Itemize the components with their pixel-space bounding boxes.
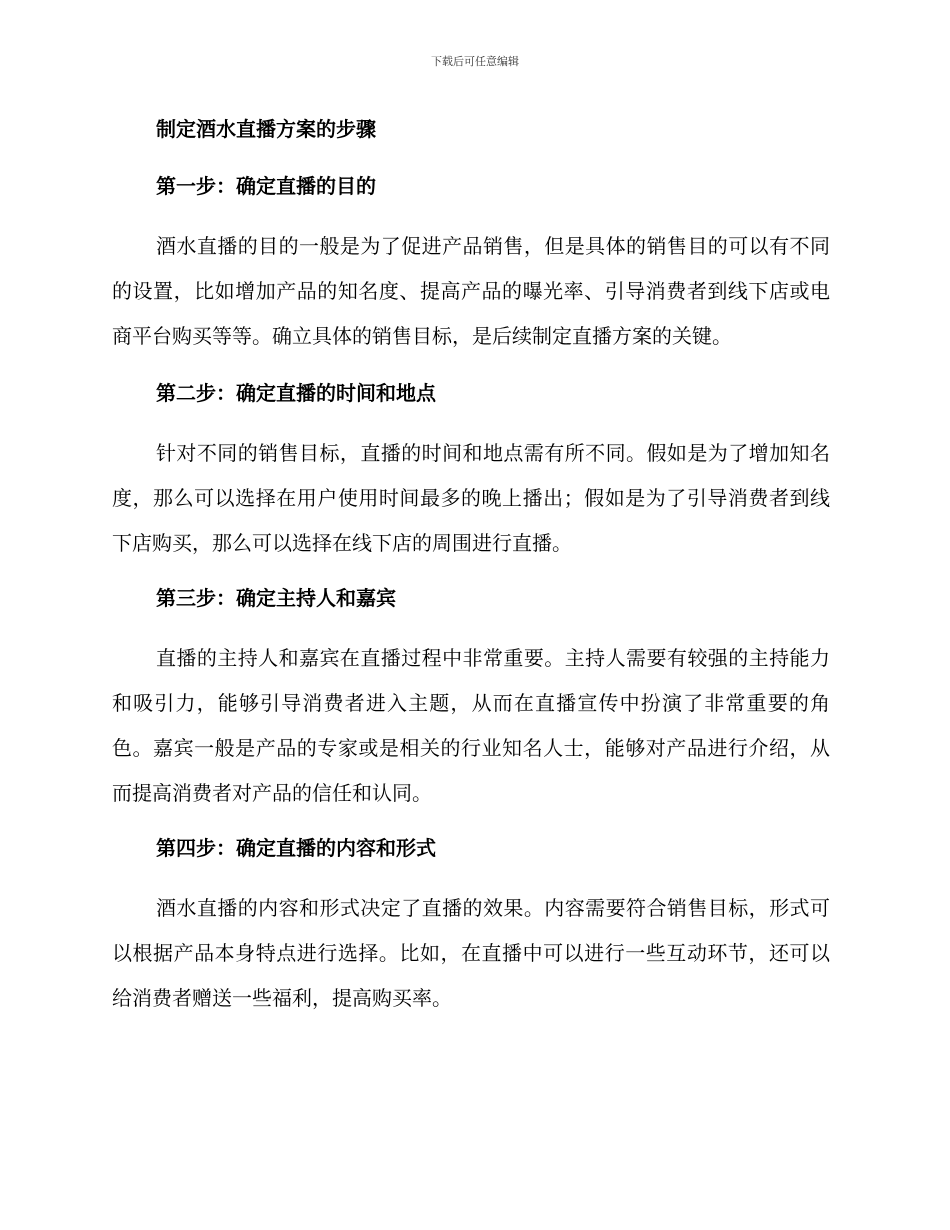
section-heading-1: 第一步：确定直播的目的 [156, 174, 376, 198]
page-header: 下载后可任意编辑 [431, 55, 519, 68]
section-heading-2: 第二步：确定直播的时间和地点 [156, 381, 436, 405]
section-heading-3: 第三步：确定主持人和嘉宾 [156, 586, 396, 610]
document-body [112, 110, 830, 1034]
section-paragraph-3: 直播的主持人和嘉宾在直播过程中非常重要。主持人需要有较强的主持能力和吸引力，能够引导消费者进入主题，从而在直播宣传中扮演了非常重要的角色。嘉宾一般是产品的专家或是相关的行业知名人士，能够对产品进行介绍，从而提高消费者对产品的信任和认同。 [112, 646, 830, 805]
document-title: 制定酒水直播方案的步骤 [156, 117, 376, 141]
section-paragraph-2: 针对不同的销售目标，直播的时间和地点需有所不同。假如是为了增加知名度，那么可以选择在用户使用时间最多的晚上播出；假如是为了引导消费者到线下店购买，那么可以选择在线下店的周围进行直播。 [112, 441, 830, 555]
section-paragraph-1: 酒水直播的目的一般是为了促进产品销售，但是具体的销售目的可以有不同的设置，比如增加产品的知名度、提高产品的曝光率、引导消费者到线下店或电商平台购买等等。确立具体的销售目标，是后续制定直播方案的关键。 [112, 234, 830, 348]
section-heading-4: 第四步：确定直播的内容和形式 [156, 836, 436, 860]
section-paragraph-4: 酒水直播的内容和形式决定了直播的效果。内容需要符合销售目标，形式可以根据产品本身特点进行选择。比如，在直播中可以进行一些互动环节，还可以给消费者赠送一些福利，提高购买率。 [112, 896, 830, 1010]
